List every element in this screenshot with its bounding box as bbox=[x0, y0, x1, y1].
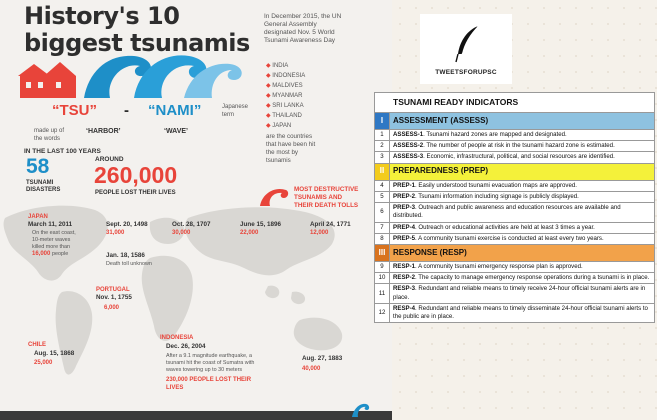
agency-logo-icon bbox=[350, 402, 372, 418]
harbor-word: ‘HARBOR’ bbox=[86, 128, 121, 135]
made-up-line2: the words bbox=[34, 136, 61, 142]
section-row bbox=[375, 244, 655, 261]
infographic-title-line2: biggest tsunamis bbox=[24, 29, 250, 57]
tsunami-infographic: History's 10 biggest tsunamis In December 2015, the UN General Assembly designated Nov. 5 World Tsunami Awareness Day ◆ INDIA ◆ INDONESIA ◆ MALDIVES ◆ MYANMAR ◆ SRI LANKA ◆ THAILAND ◆ JAPAN are the countries that have been hit the most by tsunamis “TSU” - “NAMI” Japanese term made up of the words ‘HARBOR’ ‘WAVE’ IN THE LAST 100 YEARS AROUND 58 TSUNAMI DISASTERS 260,000 PEOPLE LOST THEIR LIVES MOST DESTRUCTIVE TSUNAMIS AND THEIR DEATH TOLLS JAPAN March 11, 2011 On the east coast, 10-meter waves killed more than 16,000 people Sept. 20, 1498 31,000 Oct. 28, 1707 30,000 June 15, 1896 22,000 April 24, 1771 12,000 Jan. 18, 1586 Death toll unknown PORTUGAL Nov. 1, 1755 6,000 CHILE Aug. 15, 1868 25,000 INDONESIA Dec. 26, 2004 After a 9.1 magnitude earthquake, a tsunami hit the coast of Sumatra with waves towering up to 30 meters 230,000 PEOPLE LOST THEIR LIVES Aug. 27, 1883 40,000 bbox=[0, 0, 392, 420]
section-num: II bbox=[375, 163, 390, 180]
infographic-footer-bar bbox=[0, 411, 392, 420]
last-100-years: IN THE LAST 100 YEARS bbox=[24, 148, 101, 155]
tweetsforupsc-logo bbox=[420, 14, 512, 84]
table-row: 12 RESP-4. Redundant and reliable means to timely disseminate 24-hour official tsunami alerts to the public are in place. bbox=[375, 303, 655, 322]
made-up-line1: made up of bbox=[34, 128, 65, 134]
table-title-row bbox=[375, 93, 655, 113]
table-row: 2 ASSESS-2. The number of people at risk in the tsunami hazard zone is estimated. bbox=[375, 141, 655, 152]
table-row: 7 PREP-4. Outreach or educational activities are held at least 3 times a year. bbox=[375, 222, 655, 233]
table-row: 5 PREP-2. Tsunami information including signage is publicly displayed. bbox=[375, 191, 655, 202]
section-name: ASSESSMENT (ASSESS) bbox=[390, 113, 655, 130]
table-row: 11 RESP-3. Redundant and reliable means to timely receive 24-hour official tsunami alerts are in place. bbox=[375, 284, 655, 303]
most-destructive-line1: MOST DESTRUCTIVE bbox=[294, 186, 359, 193]
table-row: 4 PREP-1. Easily understood tsunami evacuation maps are approved. bbox=[375, 180, 655, 191]
most-destructive-line3: THEIR DEATH TOLLS bbox=[294, 202, 359, 209]
disasters-count: 58 bbox=[26, 155, 50, 178]
section-row bbox=[375, 163, 655, 180]
quill-icon bbox=[454, 24, 480, 64]
table-row: 3 ASSESS-3. Economic, infrastructural, political, and social resources are identified. bbox=[375, 152, 655, 163]
tsunami-ready-indicators-table bbox=[374, 92, 655, 323]
wave-word: ‘WAVE’ bbox=[164, 128, 188, 135]
table-row: 10 RESP-2. The capacity to manage emergency response operations during a tsunami is in place. bbox=[375, 273, 655, 284]
deaths-label: PEOPLE LOST THEIR LIVES bbox=[95, 190, 176, 196]
wave-illustration bbox=[14, 50, 254, 102]
disasters-label-line1: TSUNAMI bbox=[26, 180, 54, 186]
section-num: III bbox=[375, 244, 390, 261]
disasters-label-line2: DISASTERS bbox=[26, 187, 61, 193]
table-title: TSUNAMI READY INDICATORS bbox=[375, 93, 655, 113]
japanese-term-line2: term bbox=[222, 112, 234, 118]
infographic-title-line1: History's 10 bbox=[24, 2, 180, 30]
table-row: 9 RESP-1. A community tsunami emergency response plan is approved. bbox=[375, 261, 655, 272]
tsu-word: “TSU” bbox=[52, 102, 97, 119]
japanese-term-line1: Japanese bbox=[222, 104, 249, 110]
section-name: PREPAREDNESS (PREP) bbox=[390, 163, 655, 180]
deaths-total: 260,000 bbox=[94, 162, 178, 188]
term-dash: - bbox=[124, 102, 129, 119]
table-row: 8 PREP-5. A community tsunami exercise is conducted at least every two years. bbox=[375, 233, 655, 244]
most-destructive-line2: TSUNAMIS AND bbox=[294, 194, 343, 201]
nami-word: “NAMI” bbox=[148, 102, 202, 119]
section-row bbox=[375, 113, 655, 130]
table-row: 6 PREP-3. Outreach and public awareness and education resources are available and distributed. bbox=[375, 203, 655, 222]
table-row: 1 ASSESS-1. Tsunami hazard zones are mapped and designated. bbox=[375, 130, 655, 141]
section-name: RESPONSE (RESP) bbox=[390, 244, 655, 261]
section-num: I bbox=[375, 113, 390, 130]
logo-text: TWEETSFORUPSC bbox=[435, 69, 497, 76]
around-label: AROUND bbox=[95, 156, 124, 163]
